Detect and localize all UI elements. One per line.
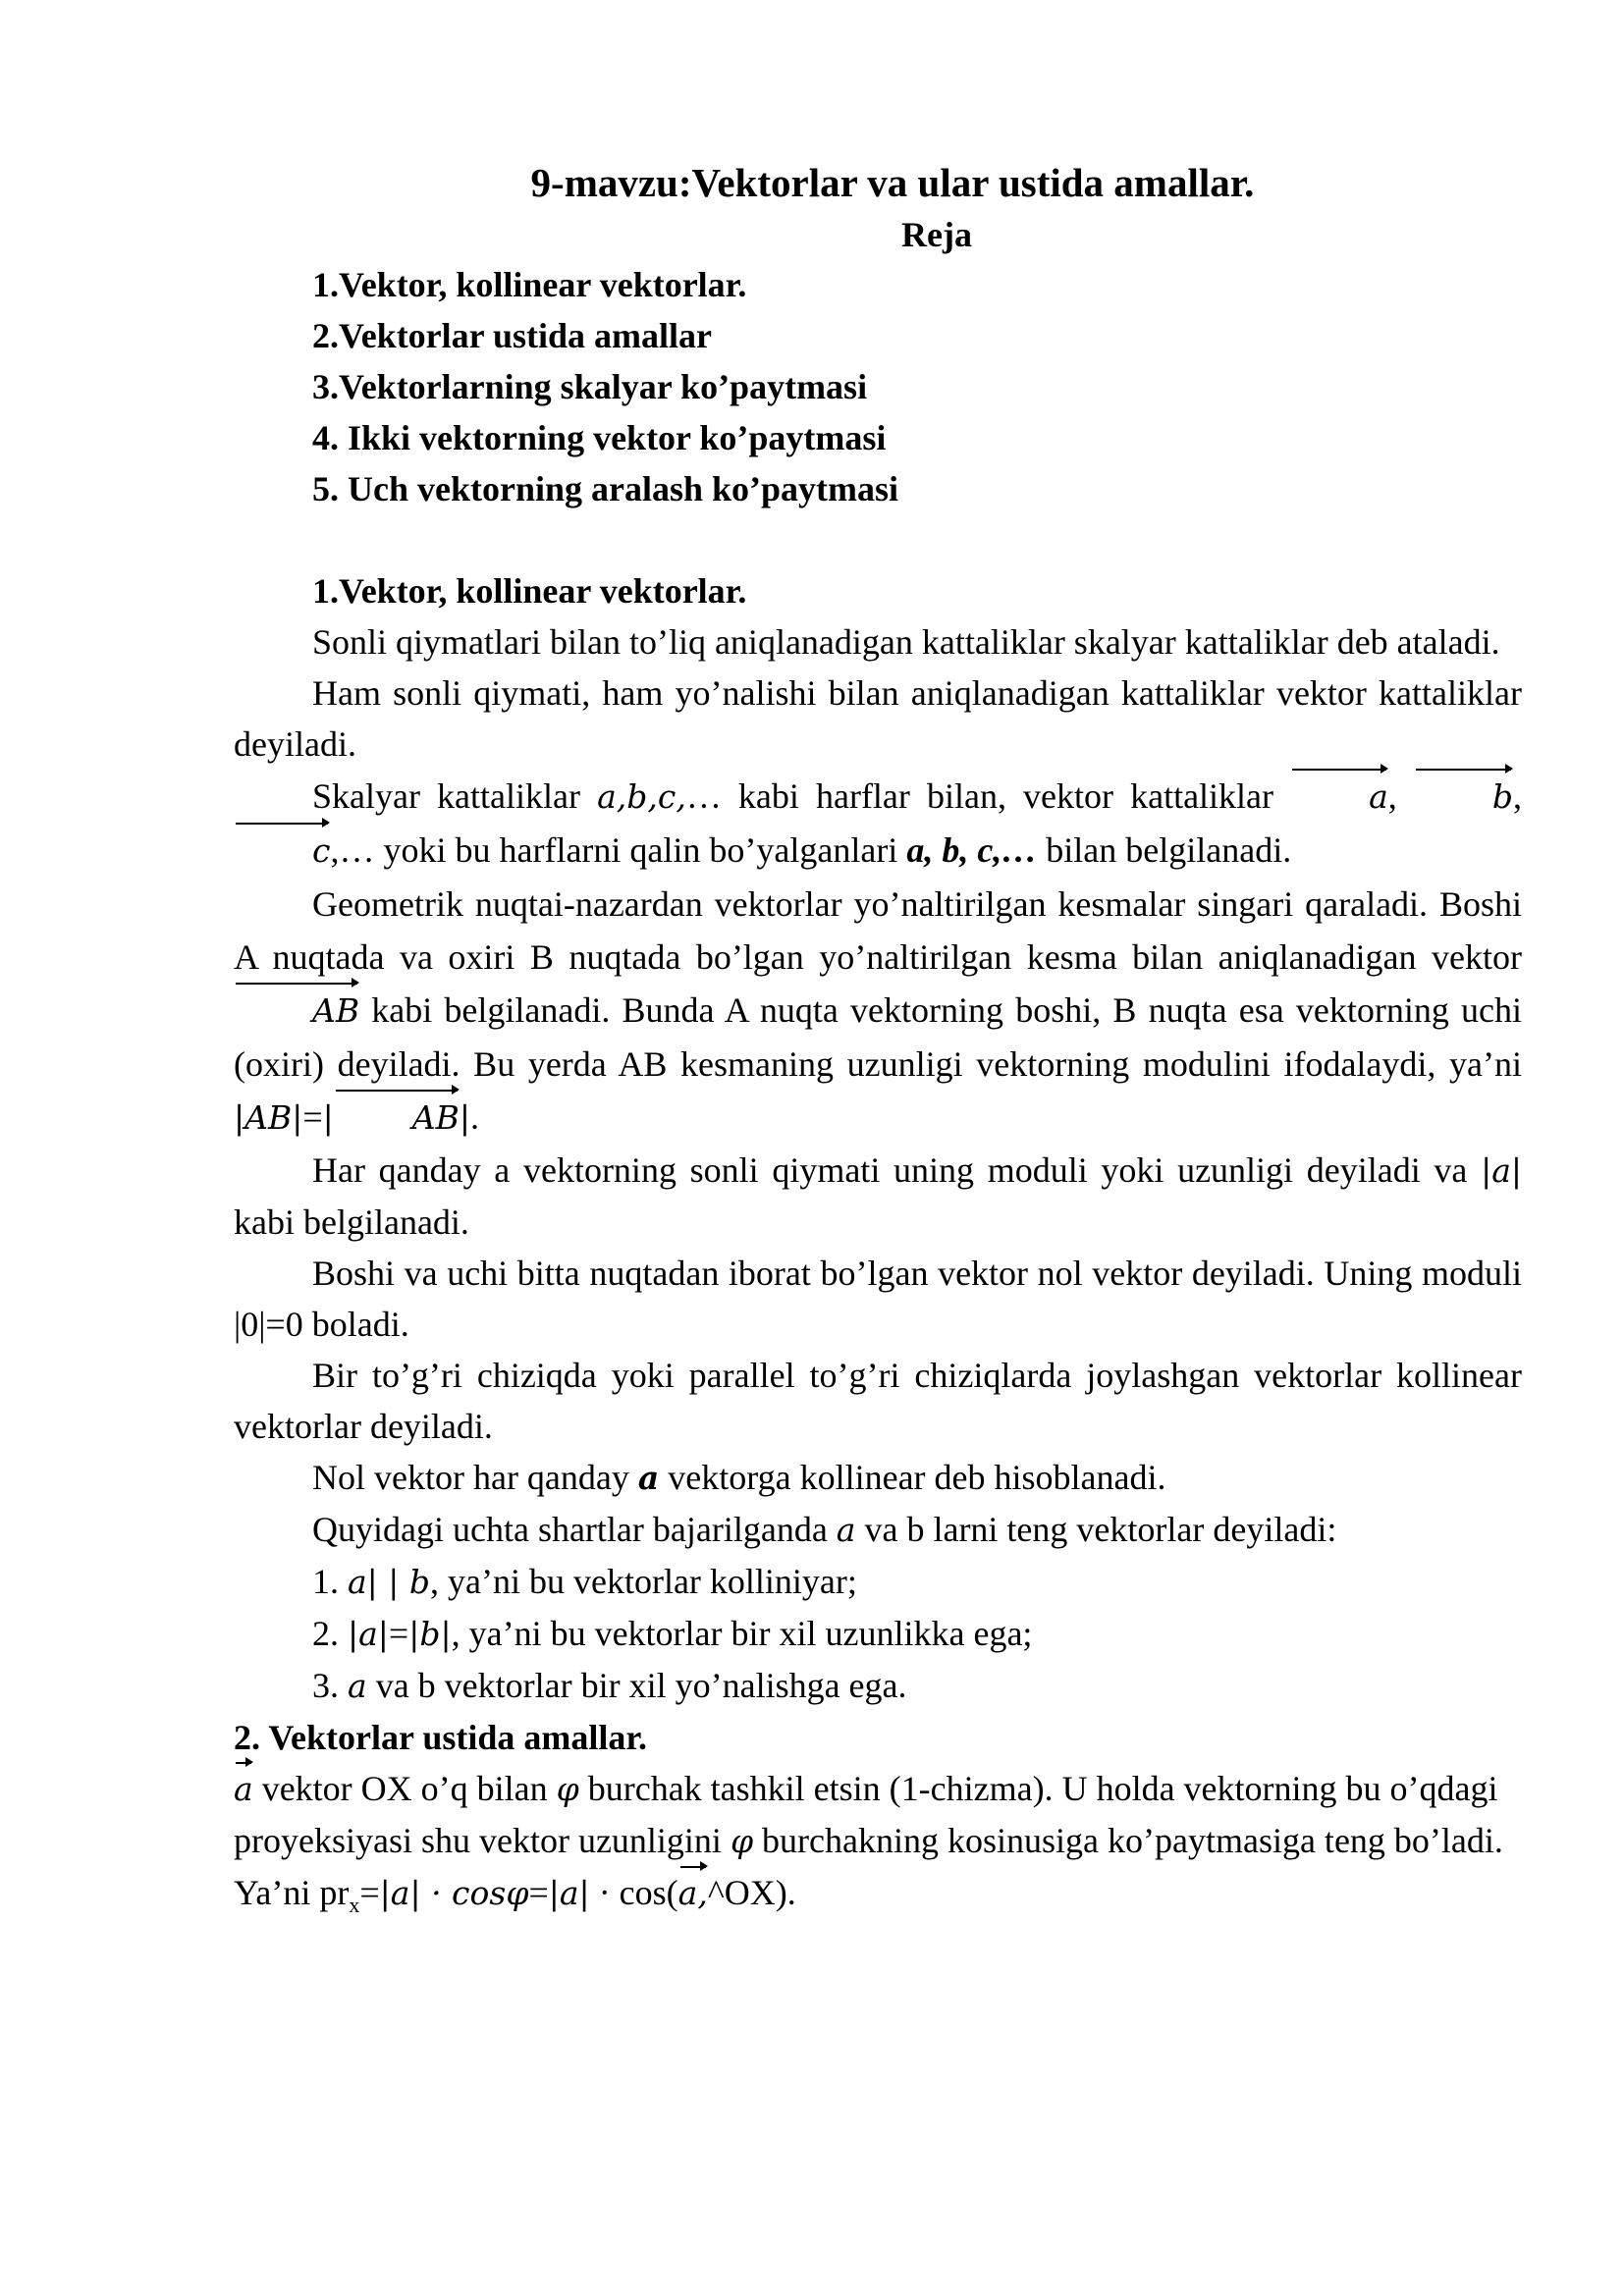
text: Geometrik nuqtai-nazardan vektorlar yo’naltirilgan kesmalar singari qaraladi. Boshi A nuqtada va oxiri B nuqtada bo’lgan yo’naltirilgan kesma bilan aniqlanadigan vektor [234,884,1522,977]
condition-item [234,1660,1522,1712]
text: … kabi harflar bilan, vektor kattaliklar [685,776,1291,816]
math-abs-a: |a| [348,1615,389,1653]
formula-projection [234,1867,1522,1931]
vector-c: c [234,825,330,878]
text: ^OX). [707,1873,796,1912]
text: Nol vektor har qanday [312,1458,638,1497]
text: , ya’ni bu vektorlar kolliniyar; [430,1562,857,1601]
math-abs-ab: |AB| [234,1098,303,1137]
document-content [234,155,1522,1931]
section-1-heading: 1.Vektor, kollinear vektorlar. [312,571,747,611]
math-a: a [836,1511,856,1549]
plan-item: 2.Vektorlar ustida amallar [312,316,713,355]
plan-heading: Reja [901,215,972,254]
text: vektor OX o’q bilan [252,1769,557,1808]
condition-item [234,1608,1522,1660]
text: , [1513,776,1523,816]
bold-letters: a, b, c,… [906,830,1038,870]
paragraph-zero-vector: Boshi va uchi bitta nuqtadan iborat bo’lgan vektor nol vektor deyiladi. Uning moduli |0|=0 boladi. [234,1254,1522,1344]
spacer [234,514,1522,565]
plan-item: 3.Vektorlarning skalyar ko’paytmasi [312,367,868,406]
vector-b: b [1414,771,1513,824]
text: Quyidagi uchta shartlar bajarilganda [312,1510,837,1549]
plan-list [234,259,1522,514]
paragraph-notation [234,770,1522,878]
section-2-heading: 2. Vektorlar ustida amallar. [234,1718,648,1757]
text: . [469,1097,479,1137]
text: va b vektorlar bir xil yo’nalishga ega. [366,1666,907,1705]
text: · cos( [589,1873,678,1912]
paragraph-vector: Ham sonli qiymati, ham yo’nalishi bilan aniqlanadigan kattaliklar vektor kattaliklar deyiladi. [234,673,1522,764]
plan-item: 4. Ikki vektorning vektor ko’paytmasi [312,418,887,457]
math-abs-b: |b| [408,1615,452,1653]
text: ,… yoki bu harflarni qalin bo’yalganlari [330,830,907,870]
paragraph-scalar: Sonli qiymatlari bilan to’liq aniqlanadigan kattaliklar skalyar kattaliklar deb ataladi. [312,622,1500,662]
plan-item: 1.Vektor, kollinear vektorlar. [312,265,747,304]
math-abs-a: |a| [1481,1151,1522,1190]
text: 2. [312,1614,348,1653]
text: Ya’ni pr [234,1873,350,1912]
text: , [1387,776,1414,816]
math-scalars: a,b,c, [597,777,686,816]
math-a: a [348,1667,367,1705]
text: = [359,1873,380,1912]
paragraph-conditions [234,1504,1522,1556]
math-parallel: a| | b [348,1563,431,1601]
vector-ab: AB [234,985,359,1038]
vector-ab: AB [334,1092,460,1145]
text: = [388,1614,409,1653]
text: = [302,1097,323,1137]
paragraph-modulus [234,1145,1522,1248]
text: 3. [312,1666,348,1705]
text: vektorga kollinear deb hisoblanadi. [659,1458,1166,1497]
text: Har qanday a vektorning sonli qiymati uning moduli yoki uzunligi deyiladi va [312,1150,1482,1190]
text: burchakning kosinusiga ko’paytmasiga teng bo’ladi. [753,1821,1503,1860]
math-abs-cos: |a| · cosφ [379,1874,529,1912]
subscript-x: x [349,1893,360,1918]
plan-item: 5. Uch vektorning aralash ko’paytmasi [312,469,899,508]
text: kabi belgilanadi. Bunda A nuqta vektorning boshi, B nuqta esa vektorning uchi (oxiri) deyiladi. Bu yerda AB kesmaning uzunligi vektorning modulini ifodalaydi, ya’ni [234,990,1522,1084]
vector-a: a, [678,1868,708,1919]
text: bilan belgilanadi. [1037,830,1292,870]
math-abs-a: |a| [548,1874,590,1912]
paragraph-geometric [234,878,1522,1145]
math-bar: | [322,1098,334,1137]
paragraph-collinear: Bir to’g’ri chiziqda yoki parallel to’g’ri chiziqlarda joylashgan vektorlar kollinear vektorlar deyiladi. [234,1356,1522,1446]
text: kabi belgilanadi. [234,1202,469,1242]
paragraph-projection [234,1763,1522,1867]
text: 1. [312,1562,348,1601]
math-phi: φ [730,1822,754,1860]
math-bar: | [459,1098,470,1137]
condition-item [234,1556,1522,1608]
paragraph-zero-collinear [234,1452,1522,1504]
math-phi: φ [556,1770,579,1808]
text: va b larni teng vektorlar deyiladi: [855,1510,1337,1549]
math-bold-a: a [637,1459,660,1497]
text: = [528,1873,549,1912]
text: , ya’ni bu vektorlar bir xil uzunlikka ega; [451,1614,1033,1653]
text: burchak tashkil etsin (1-chizma). U holda vektorning bu o’qdagi proyeksiyasi shu vektor uzunligini [234,1769,1498,1860]
text: Skalyar kattaliklar [312,776,598,816]
vector-a: a [234,1764,253,1815]
vector-a: a [1290,771,1388,824]
page-title: 9-mavzu:Vektorlar va ular ustida amallar. [530,160,1255,205]
